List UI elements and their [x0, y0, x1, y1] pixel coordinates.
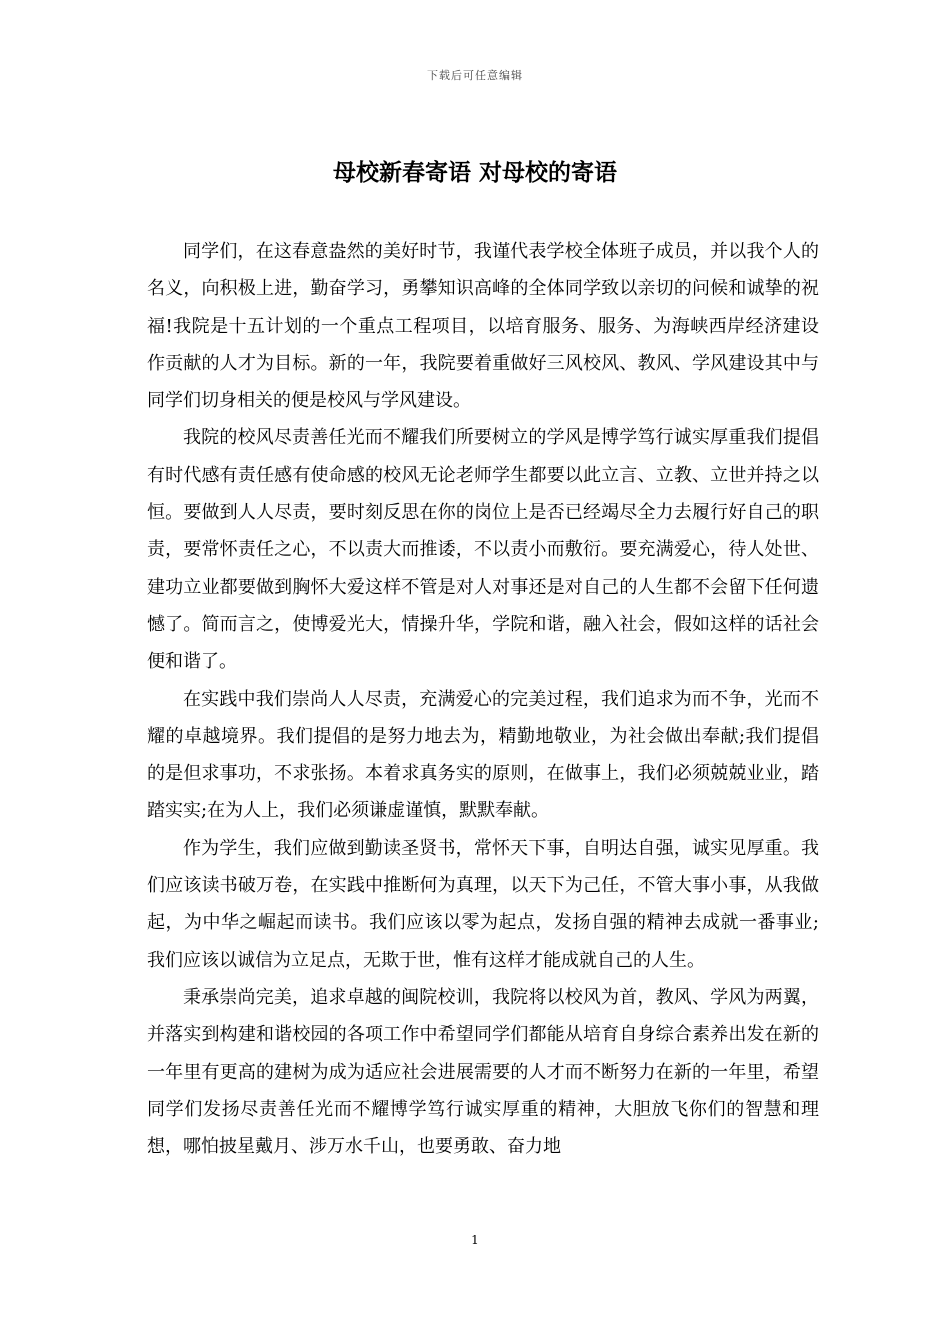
paragraph: 我院的校风尽责善任光而不耀我们所要树立的学风是博学笃行诚实厚重我们提倡有时代感有责任感有使命感的校风无论老师学生都要以此立言、立教、立世并持之以恒。要做到人人尽责，要时刻反思在你的岗位上是否已经竭尽全力去履行好自己的职责，要常怀责任之心，不以责大而推诿，不以责小而敷衍。要充满爱心，待人处世、建功立业都要做到胸怀大爱这样不管是对人对事还是对自己的人生都不会留下任何遗憾了。简而言之，使博爱光大，情操升华，学院和谐，融入社会，假如这样的话社会便和谐了。 — [147, 427, 819, 673]
paragraph: 作为学生，我们应做到勤读圣贤书，常怀天下事，自明达自强，诚实见厚重。我们应该读书破万卷，在实践中推断何为真理，以天下为己任，不管大事小事，从我做起，为中华之崛起而读书。我们应该以零为起点，发扬自强的精神去成就一番事业;我们应该以诚信为立足点，无欺于世，惟有这样才能成就自己的人生。 — [147, 837, 819, 971]
paragraph: 秉承崇尚完美，追求卓越的闽院校训，我院将以校风为首，教风、学风为两翼，并落实到构建和谐校园的各项工作中希望同学们都能从培育自身综合素养出发在新的一年里有更高的建树为成为适应社会进展需要的人才而不断努力在新的一年里，希望同学们发扬尽责善任光而不耀博学笃行诚实厚重的精神，大胆放飞你们的智慧和理想，哪怕披星戴月、涉万水千山，也要勇敢、奋力地 — [147, 986, 819, 1158]
page-number: 1 — [471, 1233, 479, 1247]
document-body — [147, 233, 819, 1165]
header-note: 下载后可任意编辑 — [427, 69, 523, 82]
paragraph: 同学们，在这春意盎然的美好时节，我谨代表学校全体班子成员，并以我个人的名义，向积极上进，勤奋学习，勇攀知识高峰的全体同学致以亲切的问候和诚挚的祝福!我院是十五计划的一个重点工程项目，以培育服务、服务、为海峡西岸经济建设作贡献的人才为目标。新的一年，我院要着重做好三风校风、教风、学风建设其中与同学们切身相关的便是校风与学风建设。 — [147, 241, 819, 412]
document-title: 母校新春寄语 对母校的寄语 — [332, 159, 617, 186]
paragraph: 在实践中我们崇尚人人尽责，充满爱心的完美过程，我们追求为而不争，光而不耀的卓越境界。我们提倡的是努力地去为，精勤地敬业，为社会做出奉献;我们提倡的是但求事功，不求张扬。本着求真务实的原则，在做事上，我们必须兢兢业业，踏踏实实;在为人上，我们必须谦虚谨慎，默默奉献。 — [147, 688, 819, 822]
